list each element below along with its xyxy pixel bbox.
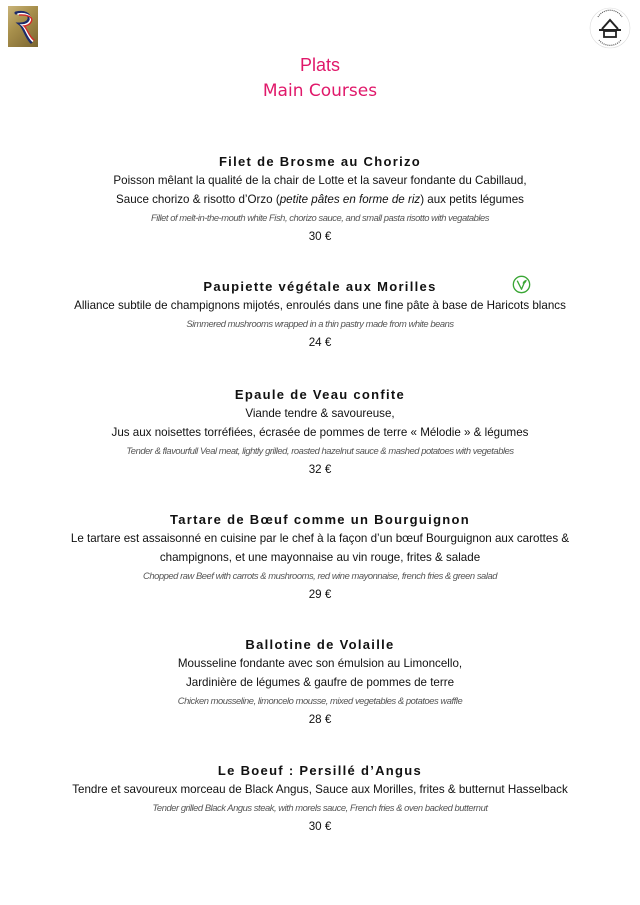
dish-name: Epaule de Veau confite bbox=[234, 387, 406, 402]
dish-description: Viande tendre & savoureuse, bbox=[245, 407, 395, 420]
dish-description bbox=[0, 190, 640, 209]
menu-item bbox=[0, 511, 640, 604]
vegan-leaf-icon bbox=[512, 275, 531, 294]
page-title: Plats bbox=[299, 55, 341, 75]
dish-english-translation: Tender & flavourfull Veal meat, lightly grilled, roasted hazelnut sauce & mashed potatoes with vegetables bbox=[126, 445, 514, 456]
page-subtitle: Main Courses bbox=[262, 81, 378, 101]
house-pan-icon bbox=[589, 7, 631, 49]
dish-description: Jus aux noisettes torréfiées, écrasée de pommes de terre « Mélodie » & légumes bbox=[111, 426, 529, 439]
dish-english-translation: Chicken mousseline, limoncelo mousse, mixed vegetables & potatoes waffle bbox=[177, 695, 463, 706]
menu-item bbox=[0, 153, 640, 246]
menu-item bbox=[0, 762, 640, 836]
dish-name: Filet de Brosme au Chorizo bbox=[218, 154, 422, 169]
menu-item bbox=[0, 278, 640, 352]
vegetarian-badge bbox=[512, 275, 531, 294]
dish-price: 29 € bbox=[308, 588, 332, 601]
dish-english-translation: Tender grilled Black Angus steak, with morels sauce, French fries & oven backed butternut bbox=[152, 802, 488, 813]
dish-description: Poisson mêlant la qualité de la chair de Lotte et la saveur fondante du Cabillaud, bbox=[113, 174, 527, 187]
dish-name: Paupiette végétale aux Morilles bbox=[203, 279, 437, 294]
dish-description: champignons, et une mayonnaise au vin rouge, frites & salade bbox=[159, 551, 481, 564]
dish-price: 28 € bbox=[308, 713, 332, 726]
dish-description: Mousseline fondante avec son émulsion au Limoncello, bbox=[177, 657, 463, 670]
dish-english-translation: Chopped raw Beef with carrots & mushrooms, red wine mayonnaise, french fries & green salad bbox=[143, 570, 497, 581]
menu-item bbox=[0, 386, 640, 479]
menu-item bbox=[0, 636, 640, 729]
dish-description: Le tartare est assaisonné en cuisine par le chef à la façon d’un bœuf Bourguignon aux carottes & bbox=[70, 532, 570, 545]
dish-price: 30 € bbox=[308, 230, 332, 243]
fait-maison-logo bbox=[589, 7, 631, 49]
restaurant-logo bbox=[8, 6, 38, 47]
dish-price: 30 € bbox=[308, 820, 332, 833]
dish-english-translation: Fillet of melt-in-the-mouth white Fish, chorizo sauce, and small pasta risotto with vegatables bbox=[150, 212, 490, 223]
dish-description: Jardinière de légumes & gaufre de pommes de terre bbox=[185, 676, 455, 689]
dish-description: Alliance subtile de champignons mijotés, enroulés dans une fine pâte à base de Haricots blancs bbox=[74, 299, 566, 312]
dish-description-part: ) aux petits légumes bbox=[420, 193, 524, 206]
dish-description-part: Sauce chorizo & risotto d’Orzo ( bbox=[116, 193, 280, 206]
dish-name: Tartare de Bœuf comme un Bourguignon bbox=[169, 512, 471, 527]
r-monogram-icon bbox=[10, 9, 36, 45]
dish-name: Ballotine de Volaille bbox=[245, 637, 395, 652]
dish-price: 32 € bbox=[308, 463, 332, 476]
dish-price: 24 € bbox=[308, 336, 332, 349]
dish-english-translation: Simmered mushrooms wrapped in a thin pastry made from white beans bbox=[186, 318, 454, 329]
dish-name: Le Boeuf : Persillé d’Angus bbox=[217, 763, 423, 778]
dish-description-italic: petite pâtes en forme de riz bbox=[279, 193, 421, 206]
dish-description: Tendre et savoureux morceau de Black Angus, Sauce aux Morilles, frites & butternut Hasselback bbox=[72, 783, 568, 796]
